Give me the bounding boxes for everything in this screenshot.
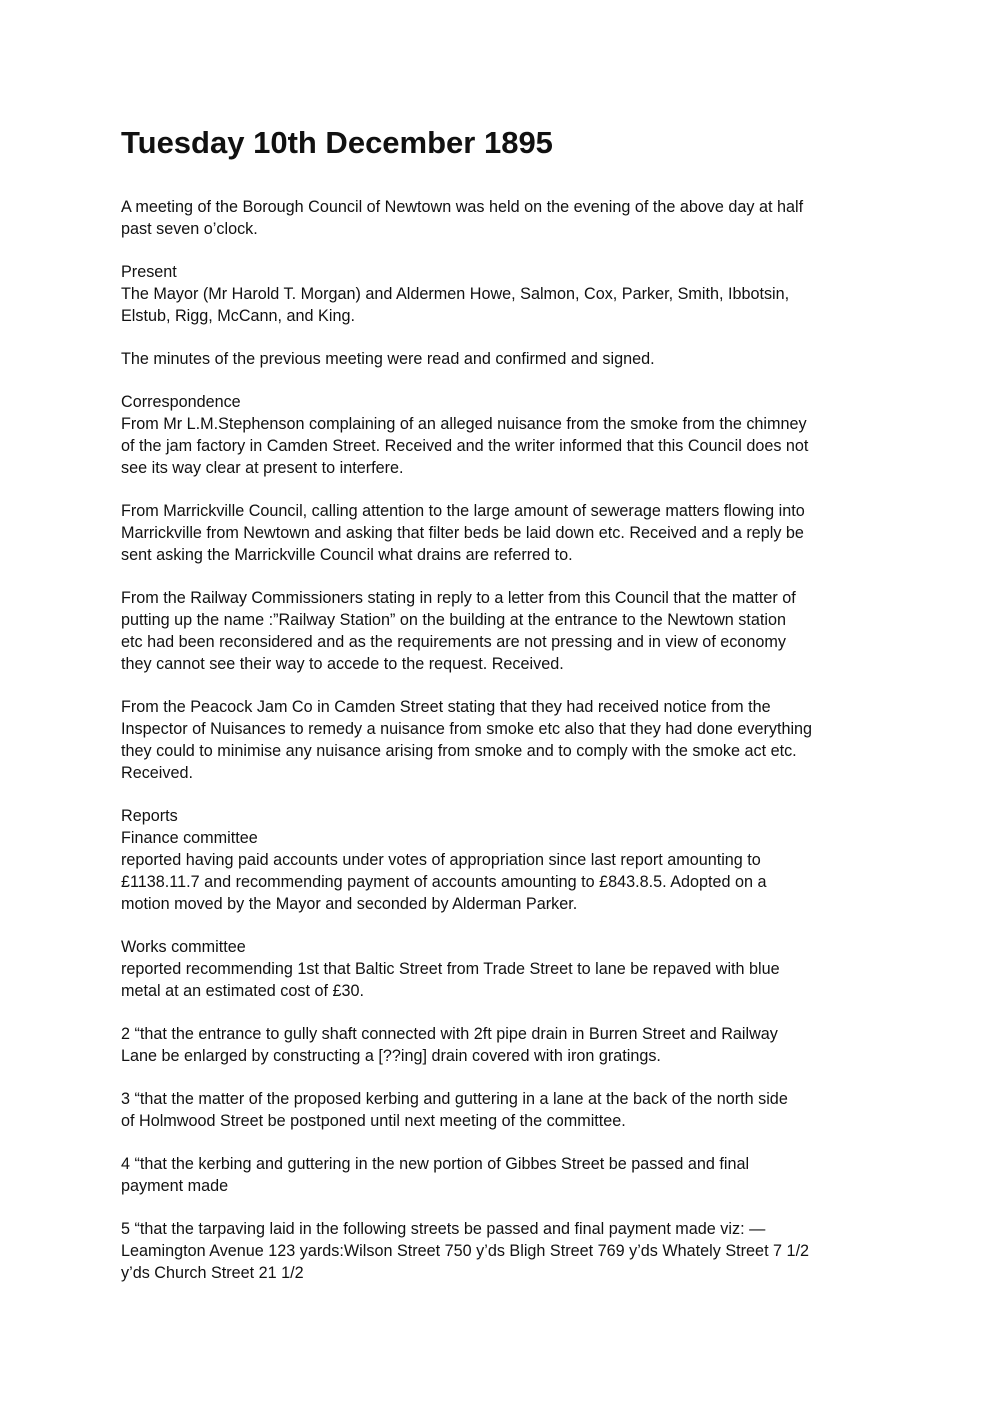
text-line: motion moved by the Mayor and seconded by Alderman Parker. <box>121 895 578 913</box>
text-line: they cannot see their way to accede to the request. Received. <box>121 655 564 673</box>
paragraph <box>121 696 881 784</box>
text-line: etc had been reconsidered and as the requirements are not pressing and in view of economy <box>121 633 786 651</box>
document-page <box>121 124 881 1305</box>
text-line: From Mr L.M.Stephenson complaining of an alleged nuisance from the smoke from the chimney <box>121 415 807 433</box>
text-line: Received. <box>121 764 193 782</box>
text-line: Reports <box>121 807 178 825</box>
text-line: Marrickville from Newtown and asking that filter beds be laid down etc. Received and a reply be <box>121 524 804 542</box>
text-line: metal at an estimated cost of £30. <box>121 982 364 1000</box>
text-line: sent asking the Marrickville Council what drains are referred to. <box>121 546 573 564</box>
text-line: 3 “that the matter of the proposed kerbing and guttering in a lane at the back of the north side <box>121 1090 788 1108</box>
text-line: Finance committee <box>121 829 258 847</box>
text-line: Lane be enlarged by constructing a [??ing] drain covered with iron gratings. <box>121 1047 661 1065</box>
paragraph <box>121 196 881 240</box>
paragraph <box>121 1153 881 1197</box>
text-line: see its way clear at present to interfere. <box>121 459 404 477</box>
paragraph <box>121 587 881 675</box>
text-line: Correspondence <box>121 393 241 411</box>
text-line: they could to minimise any nuisance arising from smoke and to comply with the smoke act etc. <box>121 742 797 760</box>
text-line: From Marrickville Council, calling attention to the large amount of sewerage matters flowing into <box>121 502 805 520</box>
text-line: From the Railway Commissioners stating in reply to a letter from this Council that the matter of <box>121 589 796 607</box>
text-line: 2 “that the entrance to gully shaft connected with 2ft pipe drain in Burren Street and Railway <box>121 1025 778 1043</box>
text-line: From the Peacock Jam Co in Camden Street stating that they had received notice from the <box>121 698 771 716</box>
text-line: Elstub, Rigg, McCann, and King. <box>121 307 355 325</box>
text-line: y’ds Church Street 21 1/2 <box>121 1264 304 1282</box>
text-line: A meeting of the Borough Council of Newtown was held on the evening of the above day at half <box>121 198 804 216</box>
paragraph <box>121 936 881 1002</box>
minutes-body <box>121 196 881 1284</box>
paragraph <box>121 500 881 566</box>
page-title: Tuesday 10th December 1895 <box>121 125 553 160</box>
text-line: reported having paid accounts under votes of appropriation since last report amounting to <box>121 851 761 869</box>
text-line: 5 “that the tarpaving laid in the following streets be passed and final payment made viz: — <box>121 1220 766 1238</box>
text-line: Works committee <box>121 938 246 956</box>
paragraph <box>121 1088 881 1132</box>
text-line: of Holmwood Street be postponed until next meeting of the committee. <box>121 1112 626 1130</box>
paragraph <box>121 1218 881 1284</box>
paragraph <box>121 261 881 327</box>
text-line: past seven o’clock. <box>121 220 258 238</box>
text-line: reported recommending 1st that Baltic Street from Trade Street to lane be repaved with blue <box>121 960 780 978</box>
paragraph <box>121 805 881 915</box>
text-line: £1138.11.7 and recommending payment of accounts amounting to £843.8.5. Adopted on a <box>121 873 767 891</box>
text-line: The Mayor (Mr Harold T. Morgan) and Aldermen Howe, Salmon, Cox, Parker, Smith, Ibbotsin, <box>121 285 790 303</box>
paragraph <box>121 348 881 370</box>
text-line: The minutes of the previous meeting were read and confirmed and signed. <box>121 350 655 368</box>
text-line: Inspector of Nuisances to remedy a nuisance from smoke etc also that they had done everything <box>121 720 813 738</box>
paragraph <box>121 391 881 479</box>
text-line: payment made <box>121 1177 229 1195</box>
text-line: putting up the name :”Railway Station” on the building at the entrance to the Newtown station <box>121 611 786 629</box>
text-line: Present <box>121 263 177 281</box>
text-line: of the jam factory in Camden Street. Received and the writer informed that this Council does not <box>121 437 809 455</box>
paragraph <box>121 1023 881 1067</box>
text-line: Leamington Avenue 123 yards:Wilson Street 750 y’ds Bligh Street 769 y’ds Whately Street 7 1/2 <box>121 1242 810 1260</box>
text-line: 4 “that the kerbing and guttering in the new portion of Gibbes Street be passed and final <box>121 1155 750 1173</box>
